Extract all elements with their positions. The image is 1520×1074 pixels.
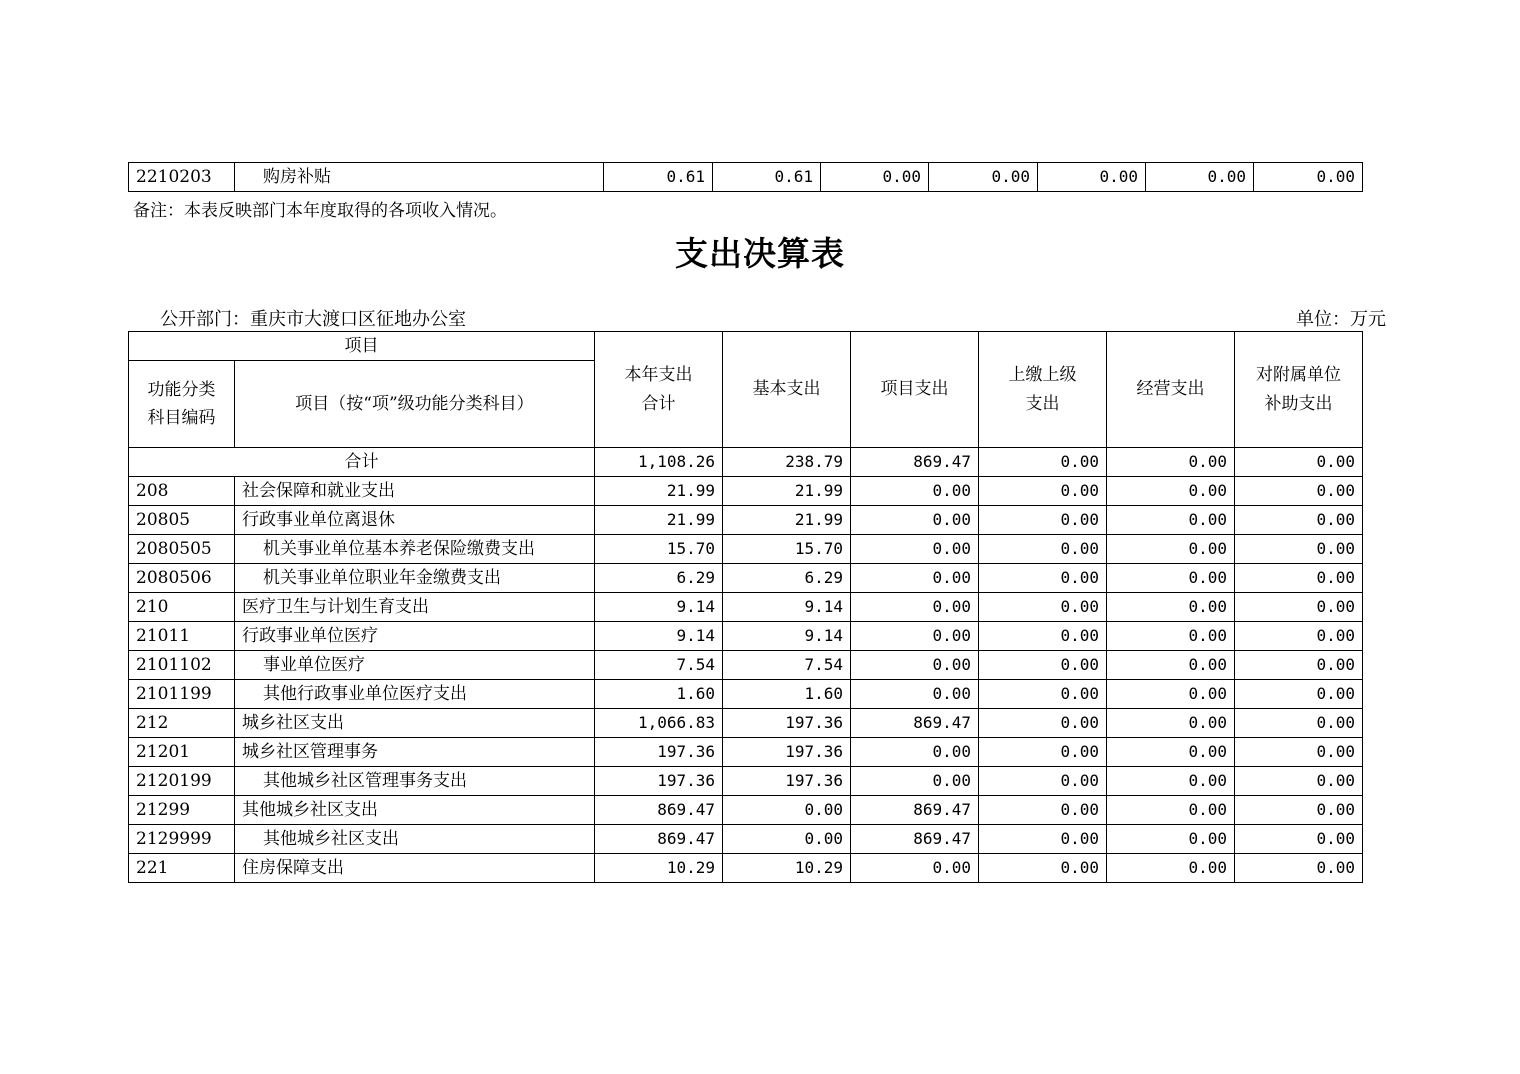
row-value: 0.00: [1107, 564, 1235, 593]
row-value: 15.70: [723, 535, 851, 564]
row-value: 197.36: [723, 738, 851, 767]
top-table: [128, 162, 1363, 192]
row-value: 197.36: [595, 738, 723, 767]
table-row: [129, 477, 1363, 506]
row-value: 0.00: [1235, 564, 1363, 593]
row-value: 0.00: [1235, 854, 1363, 883]
header-upper: [979, 332, 1107, 448]
total-value: 1,108.26: [595, 448, 723, 477]
row-name: 机关事业单位职业年金缴费支出: [235, 564, 595, 593]
row-value: 0.00: [723, 825, 851, 854]
row-value: 0.00: [723, 796, 851, 825]
row-value: 869.47: [851, 709, 979, 738]
row-name: 其他行政事业单位医疗支出: [235, 680, 595, 709]
total-value: 0.00: [1235, 448, 1363, 477]
row-name: 行政事业单位医疗: [235, 622, 595, 651]
row-name: 医疗卫生与计划生育支出: [235, 593, 595, 622]
total-value: 238.79: [723, 448, 851, 477]
row-value: 0.00: [1107, 825, 1235, 854]
row-value: 0.00: [979, 825, 1107, 854]
row-value: 1.60: [723, 680, 851, 709]
row-value: 0.00: [1107, 680, 1235, 709]
table-row: [129, 767, 1363, 796]
row-value: 0.00: [1107, 535, 1235, 564]
row-value: 0.00: [851, 767, 979, 796]
header-business: 经营支出: [1107, 332, 1235, 448]
row-value: 0.00: [1235, 738, 1363, 767]
row-value: 0.00: [1107, 622, 1235, 651]
header-subsidy-text: 对附属单位补助支出: [1256, 365, 1341, 414]
row-value: 21.99: [723, 477, 851, 506]
row-value: 197.36: [723, 709, 851, 738]
row-value: 0.00: [979, 593, 1107, 622]
row-value: 0.00: [979, 680, 1107, 709]
department-label: 公开部门：重庆市大渡口区征地办公室: [160, 309, 466, 330]
row-name: 城乡社区支出: [235, 709, 595, 738]
row-value: 0.00: [1038, 163, 1146, 192]
row-value: 9.14: [723, 593, 851, 622]
row-value: 869.47: [595, 825, 723, 854]
header-code: [129, 361, 235, 448]
table-row: [129, 680, 1363, 709]
row-value: 0.00: [1235, 825, 1363, 854]
row-name: 社会保障和就业支出: [235, 477, 595, 506]
row-value: 6.29: [595, 564, 723, 593]
row-value: 0.00: [1235, 796, 1363, 825]
table-row: [129, 535, 1363, 564]
row-value: 0.00: [979, 709, 1107, 738]
row-name: 购房补贴: [235, 163, 604, 192]
row-value: 0.00: [1235, 680, 1363, 709]
row-name: 城乡社区管理事务: [235, 738, 595, 767]
header-subsidy: [1235, 332, 1363, 448]
header-row: [129, 332, 1363, 361]
row-value: 0.00: [979, 506, 1107, 535]
row-value: 0.00: [821, 163, 929, 192]
row-value: 0.00: [1107, 651, 1235, 680]
row-code: 2101102: [129, 651, 235, 680]
row-value: 6.29: [723, 564, 851, 593]
table-note: 备注：本表反映部门本年度取得的各项收入情况。: [133, 201, 507, 221]
expenditure-table: [128, 331, 1363, 883]
row-value: 0.00: [979, 622, 1107, 651]
row-value: 0.00: [1107, 709, 1235, 738]
row-value: 7.54: [723, 651, 851, 680]
row-value: 0.00: [929, 163, 1038, 192]
row-code: 208: [129, 477, 235, 506]
row-value: 197.36: [723, 767, 851, 796]
row-value: 0.00: [979, 651, 1107, 680]
row-code: 20805: [129, 506, 235, 535]
table-row: [129, 825, 1363, 854]
row-value: 10.29: [595, 854, 723, 883]
header-upper-text: 上缴上级支出: [1008, 365, 1077, 414]
row-value: 0.00: [851, 477, 979, 506]
header-name: 项目（按“项”级功能分类科目）: [235, 361, 595, 448]
row-code: 2120199: [129, 767, 235, 796]
header-basic: 基本支出: [723, 332, 851, 448]
row-value: 869.47: [595, 796, 723, 825]
header-code-text: 功能分类科目编码: [147, 379, 216, 428]
row-value: 0.00: [1235, 535, 1363, 564]
row-value: 197.36: [595, 767, 723, 796]
row-value: 0.00: [851, 506, 979, 535]
row-value: 0.00: [1107, 738, 1235, 767]
row-value: 0.00: [851, 593, 979, 622]
row-value: 0.00: [1107, 477, 1235, 506]
row-value: 0.00: [851, 564, 979, 593]
row-value: 9.14: [595, 622, 723, 651]
row-value: 0.00: [1146, 163, 1254, 192]
table-row: [129, 163, 1363, 192]
header-total: [595, 332, 723, 448]
row-code: 2080506: [129, 564, 235, 593]
row-value: 0.00: [851, 854, 979, 883]
total-value: 0.00: [1107, 448, 1235, 477]
row-value: 21.99: [723, 506, 851, 535]
row-name: 其他城乡社区支出: [235, 825, 595, 854]
row-code: 21011: [129, 622, 235, 651]
table-body: [129, 477, 1363, 883]
page-title: 支出决算表: [675, 234, 845, 273]
row-value: 1,066.83: [595, 709, 723, 738]
row-name: 住房保障支出: [235, 854, 595, 883]
row-code: 210: [129, 593, 235, 622]
row-value: 0.00: [979, 796, 1107, 825]
row-name: 其他城乡社区管理事务支出: [235, 767, 595, 796]
total-value: 0.00: [979, 448, 1107, 477]
table-row: [129, 506, 1363, 535]
row-name: 机关事业单位基本养老保险缴费支出: [235, 535, 595, 564]
row-value: 0.00: [979, 738, 1107, 767]
row-value: 0.00: [1235, 709, 1363, 738]
row-value: 0.00: [1235, 477, 1363, 506]
row-value: 0.00: [1235, 506, 1363, 535]
row-code: 212: [129, 709, 235, 738]
row-value: 0.00: [1235, 651, 1363, 680]
row-name: 其他城乡社区支出: [235, 796, 595, 825]
table-row: [129, 651, 1363, 680]
total-label: 合计: [129, 448, 595, 477]
row-code: 2210203: [129, 163, 235, 192]
row-code: 221: [129, 854, 235, 883]
table-row: [129, 564, 1363, 593]
row-value: 15.70: [595, 535, 723, 564]
row-value: 0.00: [979, 477, 1107, 506]
row-value: 0.00: [1254, 163, 1363, 192]
table-row: [129, 854, 1363, 883]
header-project-expenditure: 项目支出: [851, 332, 979, 448]
table-row: [129, 738, 1363, 767]
row-value: 0.00: [1107, 854, 1235, 883]
row-value: 21.99: [595, 506, 723, 535]
row-value: 0.00: [979, 564, 1107, 593]
row-value: 0.00: [851, 651, 979, 680]
table-row: [129, 593, 1363, 622]
row-value: 0.61: [713, 163, 821, 192]
row-name: 事业单位医疗: [235, 651, 595, 680]
row-value: 0.00: [851, 535, 979, 564]
row-value: 0.00: [979, 854, 1107, 883]
row-name: 行政事业单位离退休: [235, 506, 595, 535]
row-value: 1.60: [595, 680, 723, 709]
row-value: 869.47: [851, 825, 979, 854]
row-value: 0.00: [1235, 767, 1363, 796]
row-value: 9.14: [723, 622, 851, 651]
header-project: 项目: [129, 332, 595, 361]
row-value: 0.00: [1235, 593, 1363, 622]
row-value: 0.00: [851, 680, 979, 709]
row-value: 0.00: [1235, 622, 1363, 651]
row-value: 0.61: [604, 163, 713, 192]
row-value: 0.00: [851, 738, 979, 767]
row-value: 0.00: [979, 767, 1107, 796]
table-row: [129, 622, 1363, 651]
row-value: 0.00: [1107, 796, 1235, 825]
row-value: 0.00: [1107, 767, 1235, 796]
row-value: 0.00: [1107, 506, 1235, 535]
row-value: 869.47: [851, 796, 979, 825]
total-value: 869.47: [851, 448, 979, 477]
row-value: 9.14: [595, 593, 723, 622]
row-code: 2101199: [129, 680, 235, 709]
row-value: 0.00: [851, 622, 979, 651]
row-code: 21299: [129, 796, 235, 825]
table-row: [129, 796, 1363, 825]
row-value: 0.00: [1107, 593, 1235, 622]
row-value: 10.29: [723, 854, 851, 883]
row-code: 2129999: [129, 825, 235, 854]
total-row: [129, 448, 1363, 477]
row-code: 21201: [129, 738, 235, 767]
row-value: 7.54: [595, 651, 723, 680]
row-value: 0.00: [979, 535, 1107, 564]
unit-label: 单位：万元: [1296, 309, 1386, 330]
row-code: 2080505: [129, 535, 235, 564]
header-total-text: 本年支出合计: [624, 365, 693, 414]
table-row: [129, 709, 1363, 738]
row-value: 21.99: [595, 477, 723, 506]
